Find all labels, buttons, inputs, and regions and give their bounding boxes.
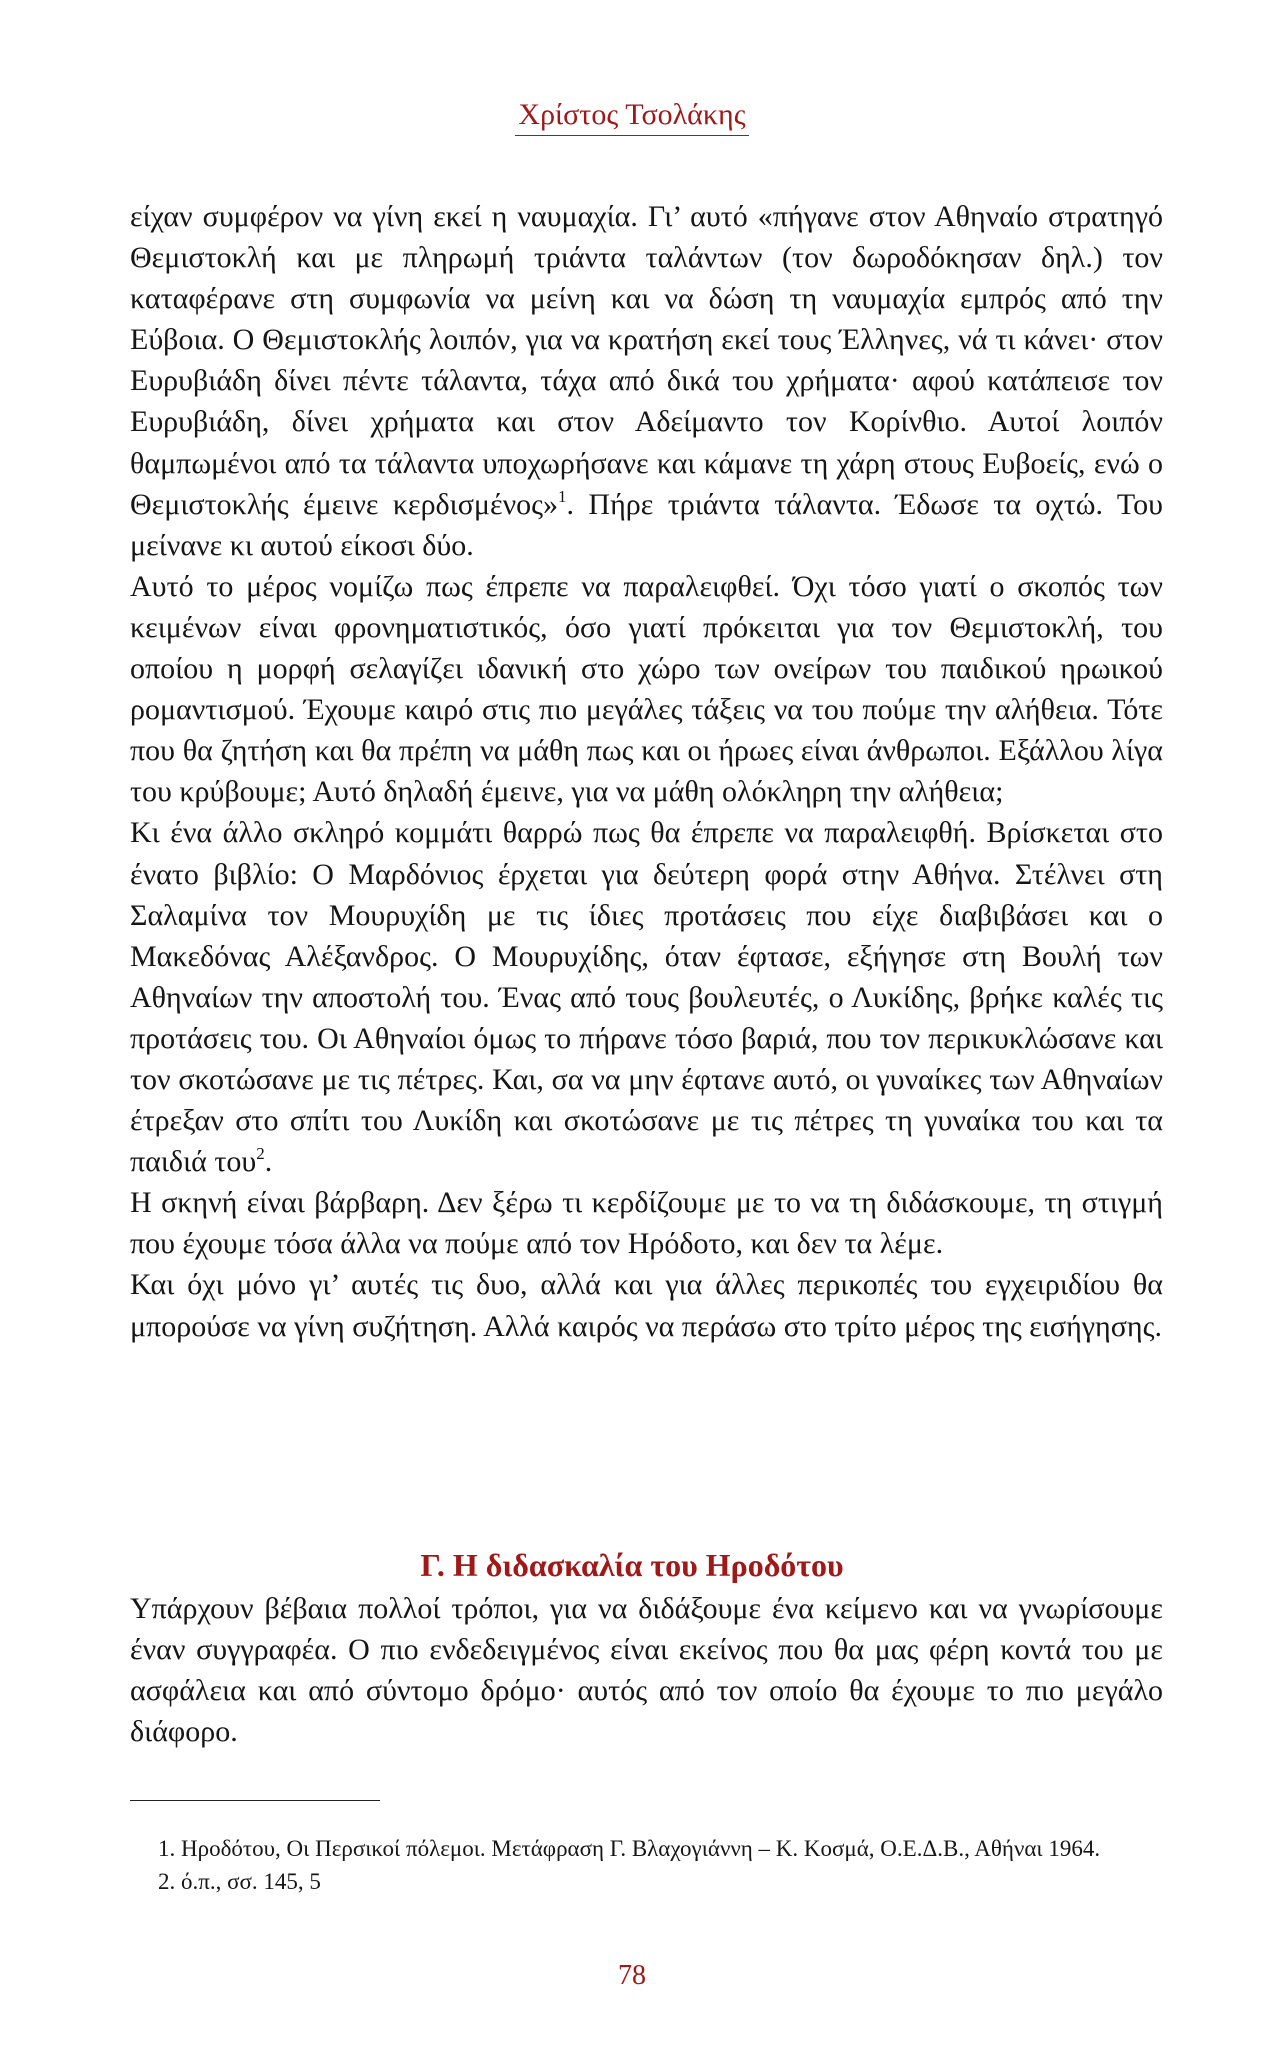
- footnote-divider: [130, 1800, 380, 1801]
- running-header: [0, 98, 1264, 136]
- paragraph-1-tail: Πήρε τριάντα τάλαντα. Έδωσε τα οχτώ. Του μείνανε κι αυτού είκοσι δύο.: [130, 487, 1163, 562]
- section-body: [130, 1588, 1163, 1752]
- paragraph-5: Και όχι μόνο γι’ αυτές τις δυο, αλλά και για άλλες περικοπές του εγχειριδίου θα μπορούσε να γίνη συζήτηση. Αλλά καιρός να περάσω στο τρίτο μέρος της εισήγησης.: [130, 1268, 1163, 1343]
- footnote-ref-2: 2: [256, 1144, 265, 1164]
- paragraph-1: [130, 196, 1163, 566]
- paragraph-4: Η σκηνή είναι βάρβαρη. Δεν ξέρω τι κερδίζουμε με το να τη διδάσκουμε, τη στιγμή που έχουμε τόσα άλλα να πούμε από τον Ηρόδοτο, και δεν τα λέμε.: [130, 1186, 1163, 1261]
- page-number: 78: [618, 1960, 646, 1991]
- paragraph-3-text: Κι ένα άλλο σκληρό κομμάτι θαρρώ πως θα έπρεπε να παραλειφθή. Βρίσκεται στο ένατο βιβλίο: Ο Μαρδόνιος έρχεται για δεύτερη φορά στην Αθήνα. Στέλνει στη Σαλαμίνα τον Μουρυχίδη με τις ίδιες προτάσεις που είχε διαβιβάσει και ο Μακεδόνας Αλέξανδρος. Ο Μουρυχίδης, όταν έφτασε, εξήγησε στη Βουλή των Αθηναίων την αποστολή του. Ένας από τους βουλευτές, ο Λυκίδης, βρήκε καλές τις προτάσεις του. Οι Αθηναίοι όμως το πήρανε τόσο βαριά, που τον περικυκλώσανε και τον σκοτώσανε με τις πέτρες. Και, σα να μην έφτανε αυτό, οι γυναίκες των Αθηναίων έτρεξαν στο σπίτι του Λυκίδη και σκοτώσανε με τις πέτρες τη γυναίκα του και τα παιδιά του: [130, 816, 1163, 1179]
- footnote-2: 2. ό.π., σσ. 145, 5: [158, 1869, 321, 1894]
- punctuation: .: [566, 487, 589, 521]
- footnotes: [158, 1832, 1161, 1898]
- paragraph-3: [130, 812, 1163, 1182]
- section-heading: Γ. Η διδασκαλία του Ηροδότου: [420, 1547, 844, 1583]
- paragraph-1-text: είχαν συμφέρον να γίνη εκεί η ναυμαχία. Γι’ αυτό «πήγανε στον Αθηναίο στρατηγό Θεμιστοκλή και με πληρωμή τριάντα ταλάντων (τον δωροδόκησαν δηλ.) τον καταφέρανε στη συμφωνία να μείνη και να δώση τη ναυμαχία εμπρός από την Εύβοια. Ο Θεμιστοκλής λοιπόν, για να κρατήση εκεί τους Έλληνες, νά τι κάνει· στον Ευρυβιάδη δίνει πέντε τάλαντα, τάχα από δικά του χρήματα· αφού κατάπεισε τον Ευρυβιάδη, δίνει χρήματα και στον Αδείμαντο τον Κορίνθιο. Αυτοί λοιπόν θαμπωμένοι από τα τάλαντα υποχωρήσανε και κάμανε τη χάρη στους Ευβοείς, ενώ ο Θεμιστοκλής έμεινε κερδισμένος»: [130, 200, 1163, 521]
- paragraph-2: Αυτό το μέρος νομίζω πως έπρεπε να παραλειφθεί. Όχι τόσο γιατί ο σκοπός των κειμένων είναι φρονηματιστικός, όσο γιατί πρόκειται για τον Θεμιστοκλή, του οποίου η μορφή σελαγίζει ιδανική στο χώρο των ονείρων του παιδικού ηρωικού ρομαντισμού. Έχουμε καιρό στις πιο μεγάλες τάξεις να του πούμε την αλήθεια. Τότε που θα ζητήση και θα πρέπη να μάθη πως και οι ήρωες είναι άνθρωποι. Εξάλλου λίγα του κρύβουμε; Αυτό δηλαδή έμεινε, για να μάθη ολόκληρη την αλήθεια;: [130, 569, 1163, 809]
- footnote-ref-1: 1: [558, 486, 567, 506]
- punctuation: .: [264, 1145, 273, 1179]
- running-title: Χρίστος Τσολάκης: [515, 98, 748, 136]
- body-text: [130, 196, 1163, 1347]
- section-paragraph: Υπάρχουν βέβαια πολλοί τρόποι, για να διδάξουμε ένα κείμενο και να γνωρίσουμε έναν συγγραφέα. Ο πιο ενδεδειγμένος είναι εκείνος που θα μας φέρη κοντά του με ασφάλεια και από σύντομο δρόμο· αυτός από τον οποίο θα έχουμε το πιο μεγάλο διάφορο.: [130, 1592, 1163, 1749]
- footnote-1: 1. Ηροδότου, Οι Περσικοί πόλεμοι. Μετάφραση Γ. Βλαχογιάννη – Κ. Κοσμά, Ο.Ε.Δ.Β., Αθήναι 1964.: [158, 1836, 1101, 1861]
